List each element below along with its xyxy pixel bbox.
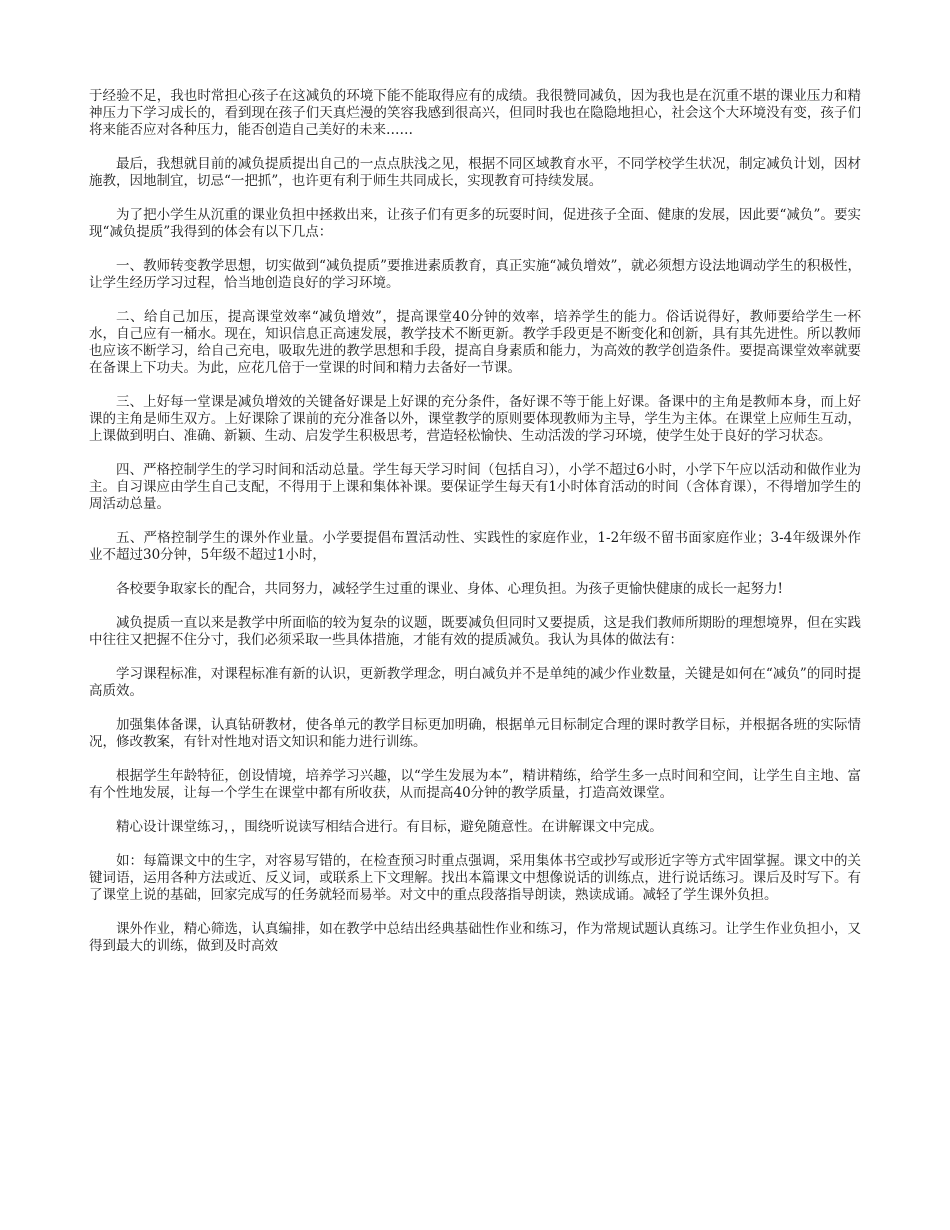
paragraph-8: 五、严格控制学生的课外作业量。小学要提倡布置活动性、实践性的家庭作业，1-2年级不留书面家庭作业；3-4年级课外作业不超过30分钟，5年级不超过1小时，: [89, 530, 861, 563]
paragraph-12: 加强集体备课，认真钻研教材，使各单元的教学目标更加明确，根据单元目标制定合理的课时教学目标，并根据各班的实际情况，修改教案，有针对性地对语文知识和能力进行训练。: [89, 717, 861, 750]
paragraph-1: 于经验不足，我也时常担心孩子在这减负的环境下能不能取得应有的成绩。我很赞同减负，因为我也是在沉重不堪的课业压力和精神压力下学习成长的，看到现在孩子们天真烂漫的笑容我感到很高兴，但同时我也在隐隐地担心，社会这个大环境没有变，孩子们将来能否应对各种压力，能否创造自己美好的未来……: [89, 88, 861, 138]
paragraph-3: 为了把小学生从沉重的课业负担中拯救出来，让孩子们有更多的玩耍时间，促进孩子全面、健康的发展，因此要“减负”。要实现“减负提质”我得到的体会有以下几点：: [89, 207, 861, 240]
paragraph-13: 根据学生年龄特征，创设情境，培养学习兴趣，以“学生发展为本”，精讲精练，给学生多一点时间和空间，让学生自主地、富有个性地发展，让每一个学生在课堂中都有所收获，从而提高40分钟的教学质量，打造高效课堂。: [89, 768, 861, 801]
paragraph-15: 如：每篇课文中的生字，对容易写错的，在检查预习时重点强调，采用集体书空或抄写或形近字等方式牢固掌握。课文中的关键词语，运用各种方法或近、反义词，或联系上下文理解。找出本篇课文中想像说话的训练点，进行说话练习。课后及时写下。有了课堂上说的基础，回家完成写的任务就轻而易举。对文中的重点段落指导朗读，熟读成诵。减轻了学生课外负担。: [89, 853, 861, 903]
paragraph-16: 课外作业，精心筛选，认真编排，如在教学中总结出经典基础性作业和练习，作为常规试题认真练习。让学生作业负担小，又得到最大的训练，做到及时高效: [89, 921, 861, 954]
paragraph-11: 学习课程标准，对课程标准有新的认识，更新教学理念，明白减负并不是单纯的减少作业数量，关键是如何在“减负”的同时提高质效。: [89, 666, 861, 699]
paragraph-5: 二、给自己加压，提高课堂效率“减负增效”，提高课堂40分钟的效率，培养学生的能力。俗话说得好，教师要给学生一杯水，自己应有一桶水。现在，知识信息正高速发展，教学技术不断更新。教学手段更是不断变化和创新，具有其先进性。所以教师也应该不断学习，给自己充电，吸取先进的教学思想和手段，提高自身素质和能力，为高效的教学创造条件。要提高课堂效率就要在备课上下功夫。为此，应花几倍于一堂课的时间和精力去备好一节课。: [89, 309, 861, 376]
paragraph-10: 减负提质一直以来是教学中所面临的较为复杂的议题，既要减负但同时又要提质，这是我们教师所期盼的理想境界，但在实践中往往又把握不住分寸，我们必须采取一些具体措施，才能有效的提质减负。我认为具体的做法有：: [89, 615, 861, 648]
paragraph-4: 一、教师转变教学思想，切实做到“减负提质”要推进素质教育，真正实施“减负增效”，就必须想方设法地调动学生的积极性，让学生经历学习过程，恰当地创造良好的学习环境。: [89, 258, 861, 291]
document-body: [89, 88, 861, 972]
paragraph-14: 精心设计课堂练习，，围绕听说读写相结合进行。有目标，避免随意性。在讲解课文中完成。: [116, 819, 663, 835]
paragraph-6: 三、上好每一堂课是减负增效的关键备好课是上好课的充分条件，备好课不等于能上好课。备课中的主角是教师本身，而上好课的主角是师生双方。上好课除了课前的充分准备以外，课堂教学的原则要体现教师为主导，学生为主体。在课堂上应师生互动，上课做到明白、准确、新颖、生动、启发学生积极思考，营造轻松愉快、生动活泼的学习环境，使学生处于良好的学习状态。: [89, 394, 861, 444]
paragraph-2: 最后，我想就目前的减负提质提出自己的一点点肤浅之见，根据不同区域教育水平，不同学校学生状况，制定减负计划，因材施教，因地制宜，切忌“一把抓”，也许更有利于师生共同成长，实现教育可持续发展。: [89, 156, 861, 189]
paragraph-9: 各校要争取家长的配合，共同努力，减轻学生过重的课业、身体、心理负担。为孩子更愉快健康的成长一起努力!: [116, 581, 783, 597]
paragraph-7: 四、严格控制学生的学习时间和活动总量。学生每天学习时间（包括自习），小学不超过6小时，小学下午应以活动和做作业为主。自习课应由学生自己支配，不得用于上课和集体补课。要保证学生每天有1小时体育活动的时间（含体育课），不得增加学生的周活动总量。: [89, 462, 861, 512]
